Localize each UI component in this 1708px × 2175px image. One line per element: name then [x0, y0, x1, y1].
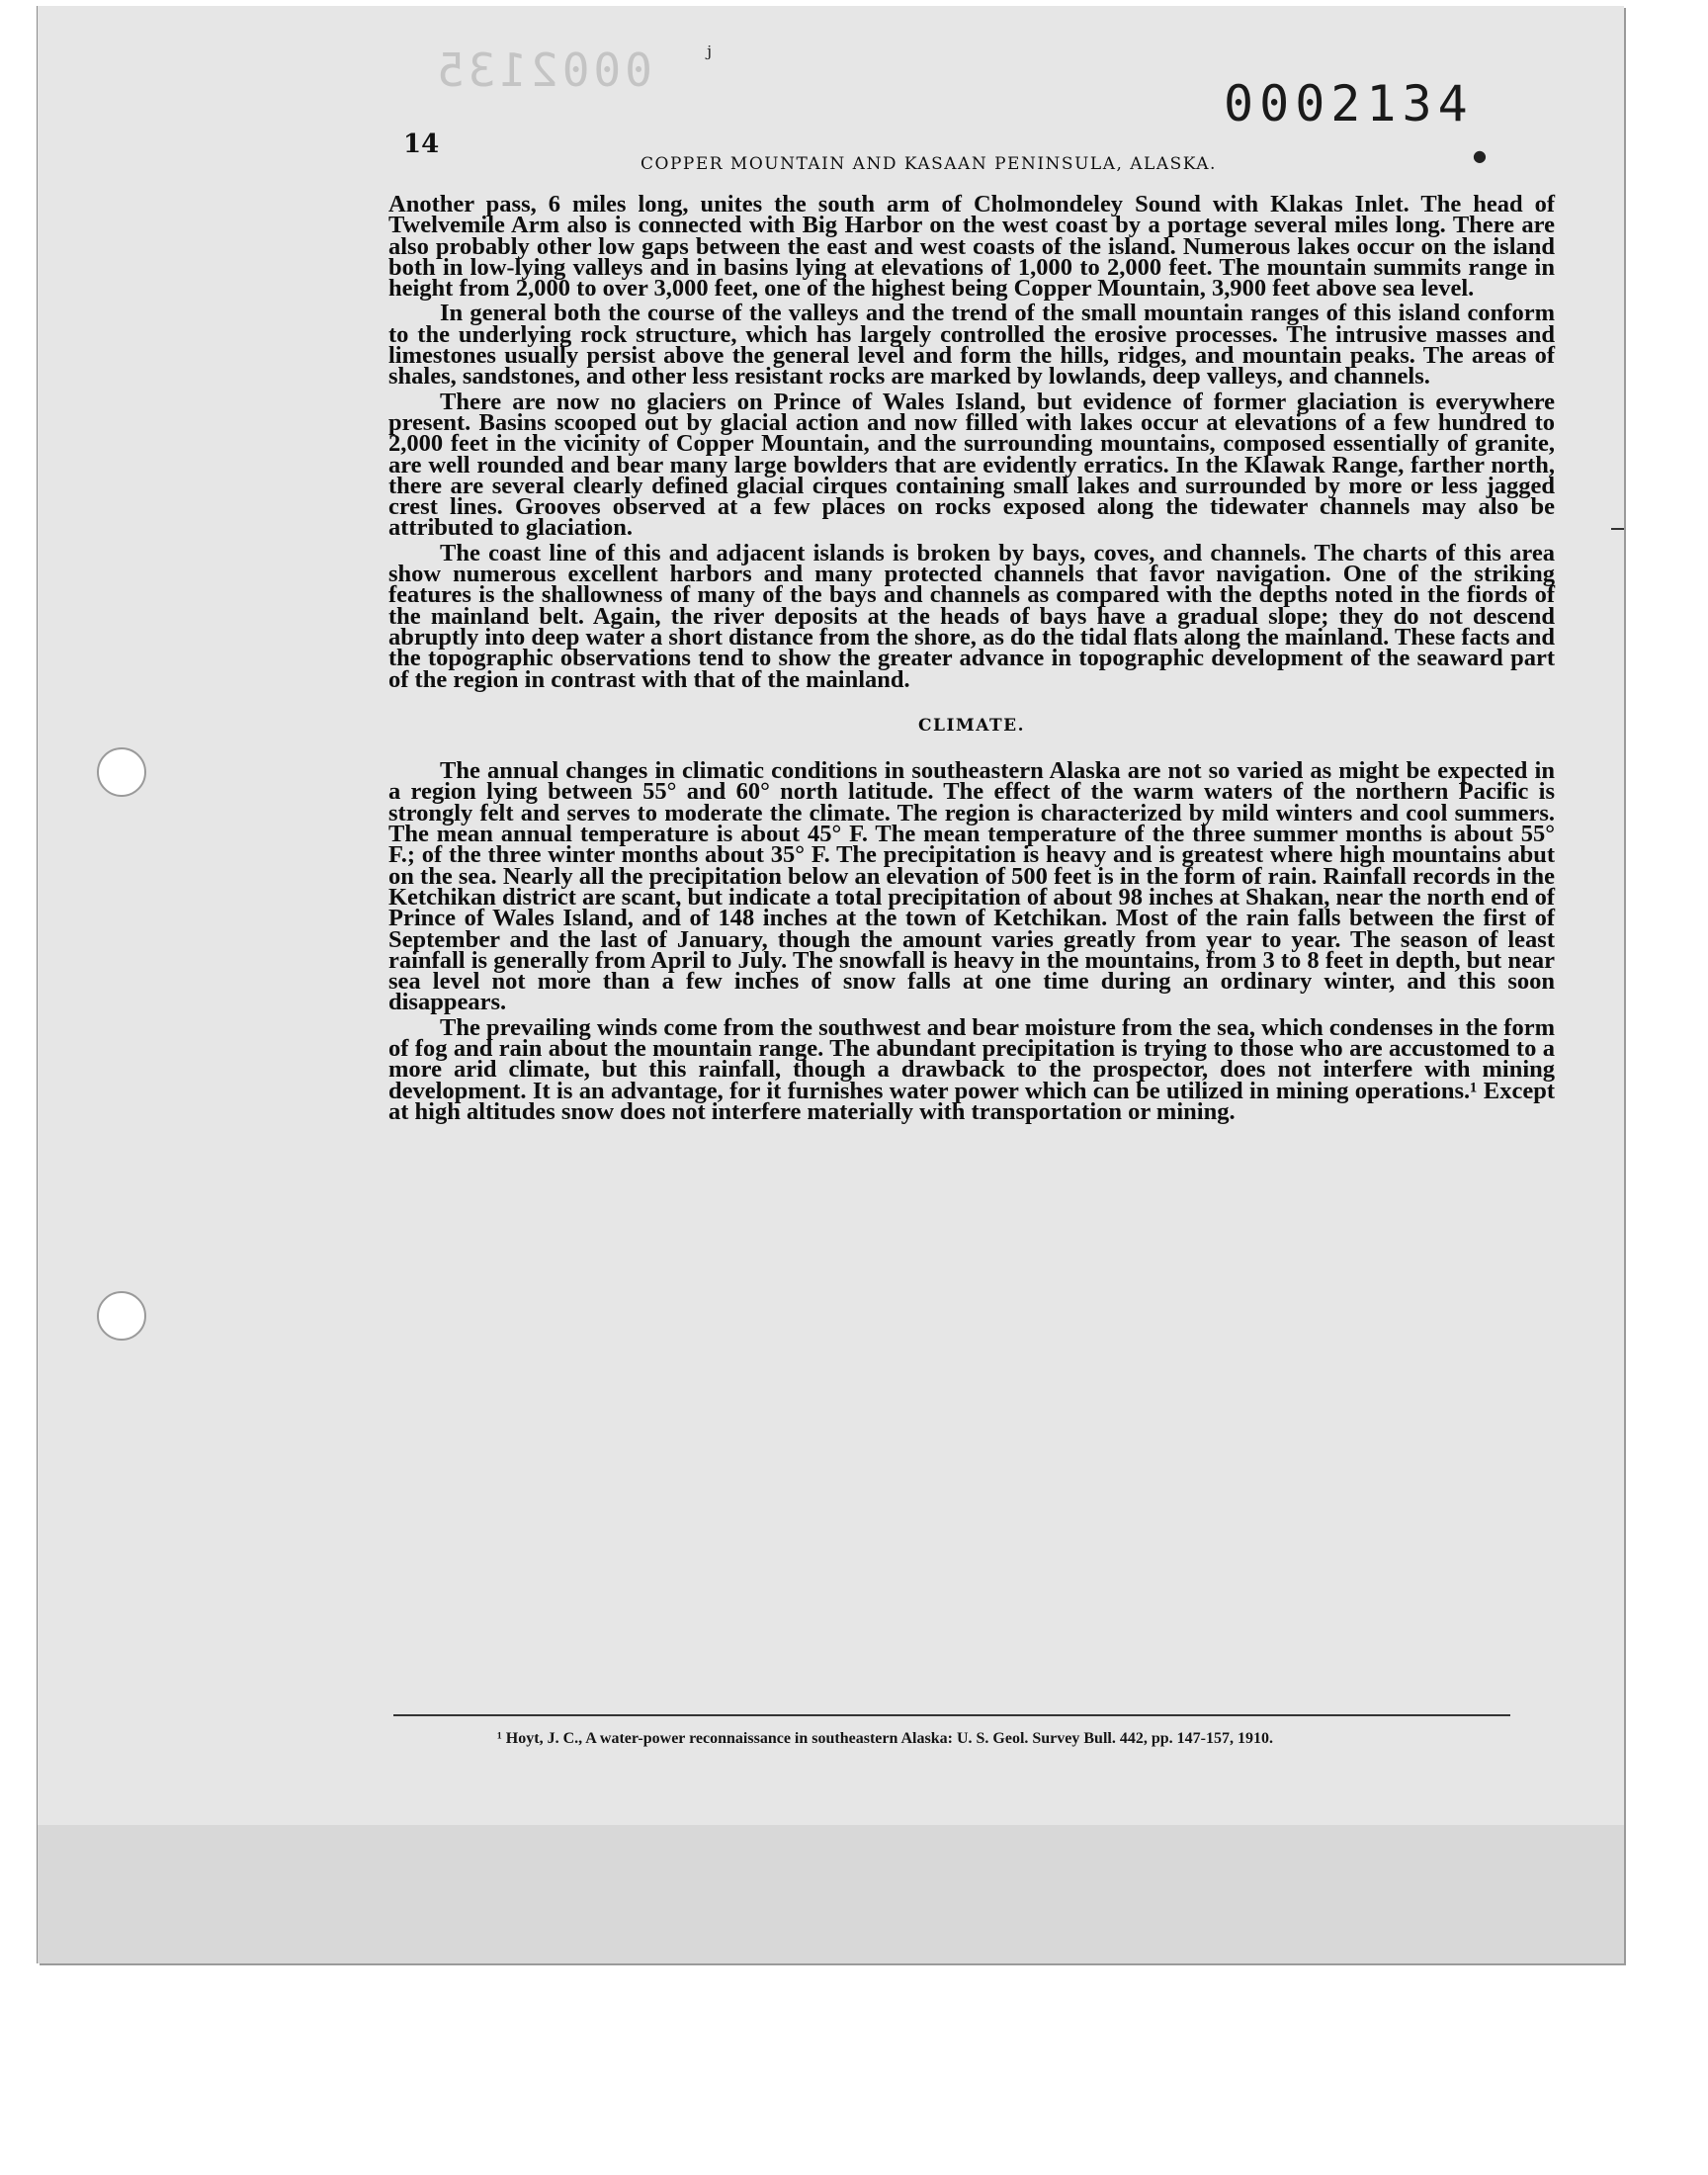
edge-mark [1611, 528, 1624, 530]
body-text [388, 191, 1555, 1126]
document-stamp-number: 0002134 [1224, 75, 1474, 132]
scanned-page [38, 6, 1624, 1963]
footnote-rule [393, 1714, 1510, 1716]
paragraph: In general both the course of the valleys and the trend of the small mountain ranges of this island conform to the underlying rock structure, which has largely controlled the erosive processes. The intrusive masses and limestones usually persist above the general level and form the hills, ridges, and mountain peaks. The areas of shales, sandstones, and other less resistant rocks are marked by lowlands, deep valleys, and channels. [388, 300, 1555, 391]
paragraph: The annual changes in climatic conditions in southeastern Alaska are not so varied as might be expected in a region lying between 55° and 60° north latitude. The effect of the warm waters of the northern Pacific is strongly felt and serves to moderate the climate. The region is characterized by mild winters and cool summers. The mean annual temperature is about 45° F. The mean temperature of the three summer months is about 55° F.; of the three winter months about 35° F. The precipitation is heavy and is greatest where high mountains abut on the sea. Nearly all the precipitation below an elevation of 500 feet is in the form of rain. Rainfall records in the Ketchikan district are scant, but indicate a total precipitation of about 98 inches at Shakan, near the north end of Prince of Wales Island, and of 148 inches at the town of Ketchikan. Most of the rain falls between the first of September and the last of January, though the amount varies greatly from year to year. The season of least rainfall is generally from April to July. The snowfall is heavy in the mountains, from 3 to 8 feet in depth, but near sea level not more than a few inches of snow falls at one time during an ordinary winter, and this soon disappears. [388, 757, 1555, 1016]
punch-hole [97, 747, 146, 797]
paragraph: The coast line of this and adjacent islands is broken by bays, coves, and channels. The charts of this area show numerous excellent harbors and many protected channels that favor navigation. One of the striking features is the shallowness of many of the bays and channels as compared with the depths noted in the fiords of the mainland belt. Again, the river deposits at the heads of bays have a gradual slope; they do not descend abruptly into deep water a short distance from the shore, as do the tidal flats along the mainland. These facts and the topographic observations tend to show the greater advance in topographic development of the seaward part of the region in contrast with that of the mainland. [388, 539, 1555, 693]
paragraph: The prevailing winds come from the southwest and bear moisture from the sea, which condenses in the form of fog and rain about the mountain range. The abundant precipitation is trying to those who are accustomed to a more arid climate, but this rainfall, though a drawback to the prospector, does not interfere with mining development. It is an advantage, for it furnishes water power which can be utilized in mining operations.¹ Except at high altitudes snow does not interfere materially with transportation or mining. [388, 1013, 1555, 1125]
scan-shadow-band [38, 1825, 1624, 1963]
dot-mark: ● [1473, 146, 1487, 165]
footnote: ¹ Hoyt, J. C., A water-power reconnaissance in southeastern Alaska: U. S. Geol. Survey Bull. 442, pp. 147-157, 1910. [497, 1730, 1273, 1747]
punch-hole [97, 1291, 146, 1341]
running-head: COPPER MOUNTAIN AND KASAAN PENINSULA, ALASKA. [640, 154, 1217, 174]
paragraph: Another pass, 6 miles long, unites the south arm of Cholmondeley Sound with Klakas Inlet. The head of Twelvemile Arm also is connected with Big Harbor on the west coast by a portage several miles long. There are also probably other low gaps between the east and west coasts of the island. Numerous lakes occur on the island both in low-lying valleys and in basins lying at elevations of 1,000 to 2,000 feet. The mountain summits range in height from 2,000 to over 3,000 feet, one of the highest being Copper Mountain, 3,900 feet above sea level. [388, 191, 1555, 303]
section-heading-climate: CLIMATE. [917, 715, 1026, 736]
pen-mark: ⱼ [705, 34, 712, 63]
page-number: 14 [403, 130, 440, 159]
paragraph: There are now no glaciers on Prince of Wales Island, but evidence of former glaciation is everywhere present. Basins scooped out by glacial action and now filled with lakes occur at elevations of a few hundred to 2,000 feet in the vicinity of Copper Mountain, and the surrounding mountains, composed essentially of granite, are well rounded and bear many large bowlders that are evidently erratics. In the Klawak Range, farther north, there are several clearly defined glacial cirques containing small lakes and surrounded by more or less jagged crest lines. Grooves observed at a few places on rocks exposed along the tidewater channels may also be attributed to glaciation. [388, 388, 1555, 542]
bleed-through-number: 0002135 [433, 44, 652, 97]
